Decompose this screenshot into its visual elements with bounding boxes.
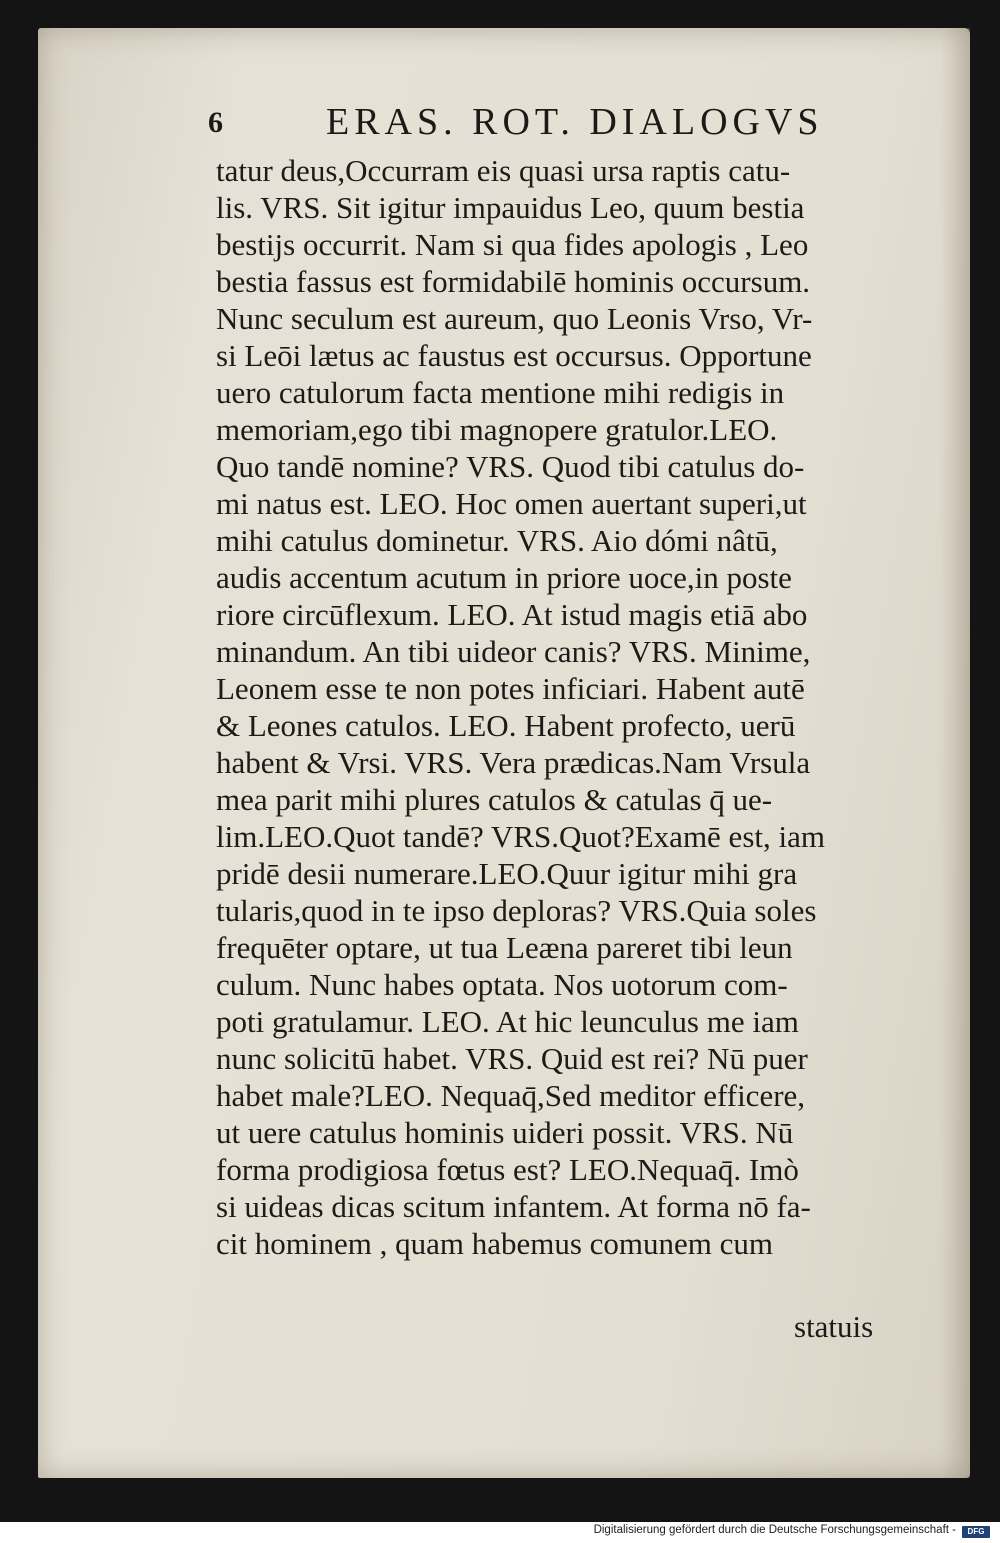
text-line: pridē desii numerare.LEO.Quur igitur mihi gra <box>216 856 798 891</box>
text-line: habent & Vrsi. VRS. Vera prædicas.Nam Vrsula <box>216 745 811 780</box>
text-line: mi natus est. LEO. Hoc omen auertant superi,ut <box>216 486 807 521</box>
text-line: riore circūflexum. LEO. At istud magis etiā abo <box>216 597 808 632</box>
book-page <box>38 28 970 1478</box>
text-line: ut uere catulus hominis uideri possit. VRS. Nū <box>216 1115 794 1150</box>
text-line: culum. Nunc habes optata. Nos uotorum com- <box>216 967 788 1002</box>
text-line: poti gratulamur. LEO. At hic leunculus me iam <box>216 1004 799 1039</box>
text-line: habet male?LEO. Nequaq̄,Sed meditor efficere, <box>216 1078 806 1113</box>
text-line: bestia fassus est formidabilē hominis occursum. <box>216 264 811 299</box>
text-line: si uideas dicas scitum infantem. At forma nō fa- <box>216 1189 811 1224</box>
text-line: tatur deus,Occurram eis quasi ursa raptis catu- <box>216 153 791 188</box>
text-line: lim.LEO.Quot tandē? VRS.Quot?Examē est, iam <box>216 819 825 854</box>
text-line: si Leōi lætus ac faustus est occursus. Opportune <box>216 338 812 373</box>
catchword: statuis <box>794 1309 874 1344</box>
text-line: & Leones catulos. LEO. Habent profecto, uerū <box>216 708 796 743</box>
text-line: nunc solicitū habet. VRS. Quid est rei? Nū puer <box>216 1041 808 1076</box>
text-line: forma prodigiosa fœtus est? LEO.Nequaq̄. Imò <box>216 1152 799 1187</box>
text-line: frequēter optare, ut tua Leæna pareret tibi leun <box>216 930 793 965</box>
text-line: bestijs occurrit. Nam si qua fides apologis , Leo <box>216 227 809 262</box>
dfg-logo-icon: DFG <box>962 1526 990 1538</box>
text-line: minandum. An tibi uideor canis? VRS. Minime, <box>216 634 811 669</box>
text-line: memoriam,ego tibi magnopere gratulor.LEO. <box>216 412 778 447</box>
body-text <box>216 152 906 1262</box>
text-line: Nunc seculum est aureum, quo Leonis Vrso, Vr- <box>216 301 813 336</box>
text-line: tularis,quod in te ipso deploras? VRS.Quia soles <box>216 893 817 928</box>
text-line: mihi catulus dominetur. VRS. Aio dómi nâtū, <box>216 523 778 558</box>
text-line: Leonem esse te non potes inficiari. Habent autē <box>216 671 805 706</box>
text-line: lis. VRS. Sit igitur impauidus Leo, quum bestia <box>216 190 805 225</box>
funding-credit: Digitalisierung gefördert durch die Deutsche Forschungsgemeinschaft - <box>593 1524 956 1536</box>
text-line: mea parit mihi plures catulos & catulas q̄ ue- <box>216 782 773 817</box>
page-edge-shadow <box>940 28 970 1478</box>
page-number: 6 <box>208 106 223 139</box>
footer-bar <box>0 1522 1000 1543</box>
text-line: uero catulorum facta mentione mihi redigis in <box>216 375 785 410</box>
running-title: ERAS. ROT. DIALOGVS <box>326 101 824 143</box>
text-line: cit hominem , quam habemus comunem cum <box>216 1226 774 1261</box>
page-header <box>208 98 828 158</box>
text-line: Quo tandē nomine? VRS. Quod tibi catulus do- <box>216 449 805 484</box>
text-line: audis accentum acutum in priore uoce,in poste <box>216 560 792 595</box>
